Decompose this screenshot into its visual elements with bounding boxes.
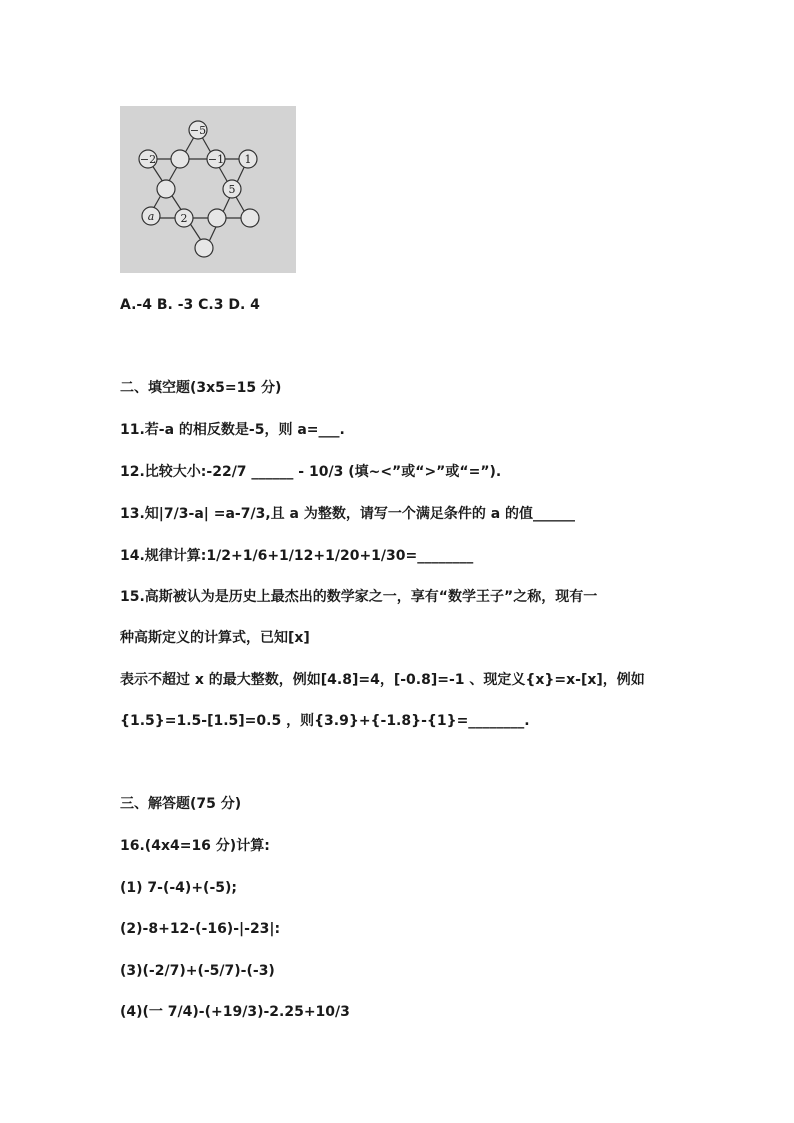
- question-15-line-4: {1.5}=1.5-[1.5]=0.5 ，则{3.9}+{-1.8}-{1}=________.: [120, 713, 530, 729]
- problem-1: (1) 7-(-4)+(-5);: [120, 880, 237, 896]
- question-11: 11.若-a 的相反数是-5，则 a=___.: [120, 422, 345, 438]
- node-label-upper-mid-right: −1: [207, 153, 225, 166]
- question-14: 14.规律计算:1/2+1/6+1/12+1/20+1/30=________: [120, 548, 474, 564]
- problem-4: (4)(一 7/4)-(+19/3)-2.25+10/3: [120, 1004, 350, 1020]
- star-puzzle-diagram: [120, 106, 296, 273]
- node-label-top: −5: [189, 124, 207, 137]
- node-upper-mid-left: [171, 150, 189, 168]
- question-12: 12.比较大小:-22/7 ______ - 10/3 (填~<”或“>”或“=”).: [120, 464, 502, 480]
- question-16: 16.(4x4=16 分)计算:: [120, 838, 270, 854]
- node-right-lower: [241, 209, 259, 227]
- question-13: 13.知|7/3-a| =a-7/3,且 a 为整数，请写一个满足条件的 a 的值______: [120, 506, 576, 522]
- question-15-line-1: 15.高斯被认为是历史上最杰出的数学家之一，享有“数学王子”之称，现有一: [120, 589, 598, 605]
- node-label-left-lower: a: [147, 210, 155, 223]
- star-puzzle-figure: [120, 106, 296, 273]
- node-label-lower-mid-left: 2: [180, 212, 188, 225]
- node-label-right-mid: 5: [228, 183, 236, 196]
- node-label-left-upper: −2: [139, 153, 157, 166]
- node-bottom: [195, 239, 213, 257]
- question-15-line-3: 表示不超过 x 的最大整数，例如[4.8]=4，[-0.8]=-1 、现定义{x}=x-[x]，例如: [120, 672, 645, 688]
- node-left-mid: [157, 180, 175, 198]
- node-label-right-upper: 1: [244, 153, 252, 166]
- answer-options: A.-4 B. -3 C.3 D. 4: [120, 297, 260, 313]
- problem-3: (3)(-2/7)+(-5/7)-(-3): [120, 963, 275, 979]
- problem-2: (2)-8+12-(-16)-|-23|:: [120, 921, 281, 937]
- section-3-heading: 三、解答题(75 分): [120, 796, 242, 812]
- node-lower-mid-right: [208, 209, 226, 227]
- section-2-heading: 二、填空题(3x5=15 分): [120, 380, 282, 396]
- question-15-line-2: 种高斯定义的计算式，已知[x]: [120, 630, 310, 646]
